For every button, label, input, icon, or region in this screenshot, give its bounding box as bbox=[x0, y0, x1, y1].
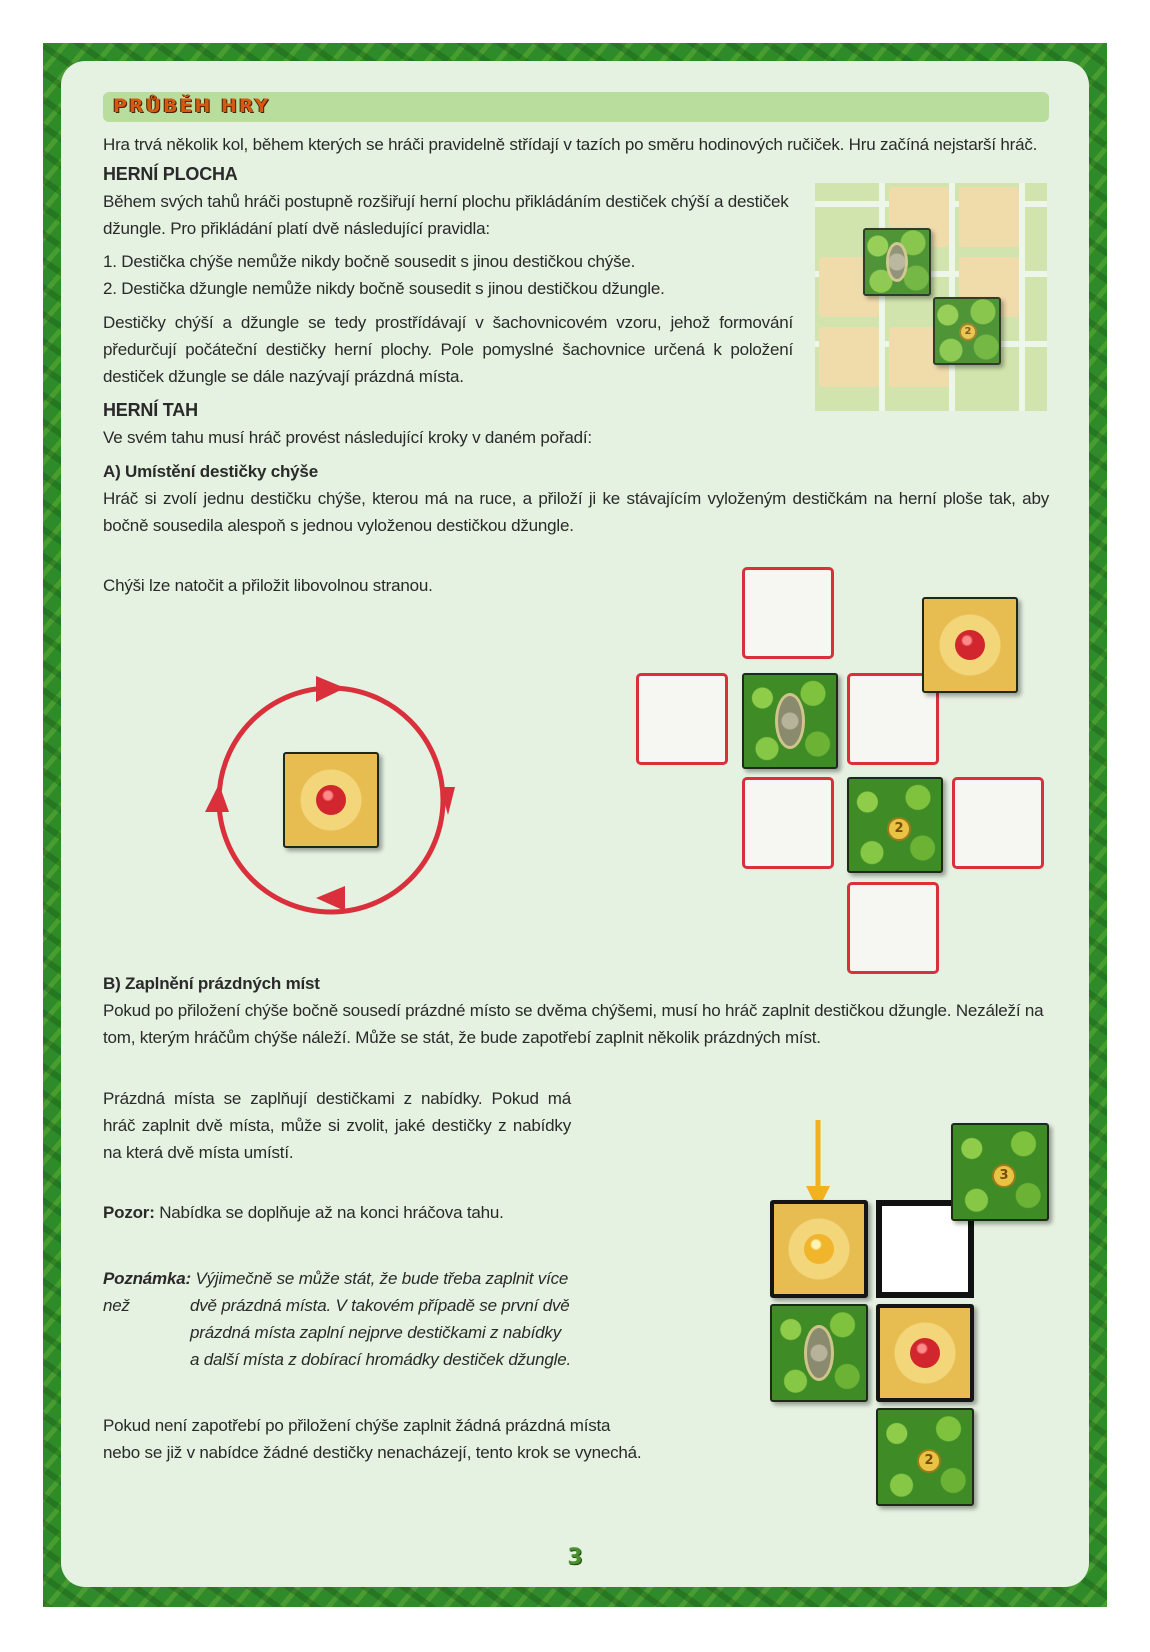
warning-text: Nabídka se doplňuje až na konci hráčova tahu. bbox=[159, 1203, 504, 1222]
jungle-tile bbox=[863, 228, 931, 296]
note-label: Poznámka: bbox=[103, 1269, 191, 1288]
note-line-1: Výjimečně se může stát, že bude třeba zaplnit více než bbox=[103, 1269, 569, 1315]
checkerboard-paragraph: Destičky chýší a džungle se tedy prostřídávají v šachovnicovém vzoru, jehož formování předurčují počáteční destičky herní plochy. Pole pomyslné šachovnice určená k položení destiček džungle se dále nazývají prázdná místa. bbox=[103, 313, 793, 386]
board-paragraph: Během svých tahů hráči postupně rozšiřují herní plochu přikládáním destiček chýší a destiček džungle. Pro přikládání platí dvě následující pravidla: bbox=[103, 192, 789, 238]
skip-line-1: Pokud není zapotřebí po přiložení chýše zaplnit žádná prázdná místa bbox=[103, 1416, 611, 1435]
rule-two: 2. Destička džungle nemůže nikdy bočně sousedit s jinou destičkou džungle. bbox=[103, 279, 665, 298]
jungle-tile bbox=[770, 1304, 868, 1402]
jungle-tile bbox=[742, 673, 838, 769]
page-number: 3 bbox=[567, 1545, 583, 1570]
hut-tile bbox=[770, 1200, 868, 1298]
warning-label: Pozor: bbox=[103, 1203, 155, 1222]
jungle-tile: 2 bbox=[933, 297, 1001, 365]
hut-tile bbox=[283, 752, 379, 848]
skip-line-2: nebo se již v nabídce žádné destičky nenacházejí, tento krok se vynechá. bbox=[103, 1443, 642, 1462]
hut-tile bbox=[922, 597, 1018, 693]
intro-paragraph: Hra trvá několik kol, během kterých se hráči pravidelně střídají v tazích po směru hodinových ručiček. Hru začíná nejstarší hráč. bbox=[103, 135, 1038, 154]
note-line-4: a další místa z dobírací hromádky destiček džungle. bbox=[190, 1350, 571, 1369]
board-heading: HERNÍ PLOCHA bbox=[103, 164, 238, 184]
checkerboard-figure bbox=[815, 183, 1047, 411]
hut-tile bbox=[876, 1304, 974, 1402]
section-title: PRŮBĚH HRY bbox=[113, 95, 271, 117]
faded-hut-tile bbox=[959, 187, 1019, 247]
note-line-3: prázdná místa zaplní nejprve destičkami z nabídky bbox=[190, 1323, 561, 1342]
empty-slot bbox=[636, 673, 728, 765]
step-a-text: Hráč si zvolí jednu destičku chýše, kterou má na ruce, a přiloží ji ke stávajícím vyloženým destičkám na herní ploše tak, aby bočně sousedila alespoň s jednou vyloženou destičkou džungle. bbox=[103, 489, 1049, 535]
turn-heading: HERNÍ TAH bbox=[103, 400, 198, 420]
section-title-bar bbox=[103, 92, 1049, 122]
rule-one: 1. Destička chýše nemůže nikdy bočně sousedit s jinou destičkou chýše. bbox=[103, 252, 636, 271]
step-b-title: B) Zaplnění prázdných míst bbox=[103, 974, 320, 993]
note-line-2: dvě prázdná místa. V takovém případě se první dvě bbox=[190, 1296, 570, 1315]
empty-slot bbox=[742, 777, 834, 869]
faded-hut-tile bbox=[819, 327, 879, 387]
step-b-text: Pokud po přiložení chýše bočně sousedí prázdné místo se dvěma chýšemi, musí ho hráč zaplnit destičkou džungle. Nezáleží na tom, kterým hráčům chýše náleží. Může se stát, že bude zapotřebí zaplnit několik prázdných míst. bbox=[103, 1001, 1044, 1047]
step-a-title: A) Umístění destičky chýše bbox=[103, 462, 318, 481]
jungle-tile: 2 bbox=[847, 777, 943, 873]
warning-line bbox=[103, 1199, 603, 1226]
turn-intro: Ve svém tahu musí hráč provést následující kroky v daném pořadí: bbox=[103, 428, 592, 447]
empty-slot bbox=[847, 882, 939, 974]
jungle-tile: 3 bbox=[951, 1123, 1049, 1221]
empty-slot bbox=[742, 567, 834, 659]
empty-slot bbox=[952, 777, 1044, 869]
jungle-tile: 2 bbox=[876, 1408, 974, 1506]
rotate-caption: Chýši lze natočit a přiložit libovolnou stranou. bbox=[103, 576, 433, 595]
fill-paragraph: Prázdná místa se zaplňují destičkami z nabídky. Pokud má hráč zaplnit dvě místa, může si zvolit, jaké destičky z nabídky na která dvě místa umístí. bbox=[103, 1089, 571, 1162]
